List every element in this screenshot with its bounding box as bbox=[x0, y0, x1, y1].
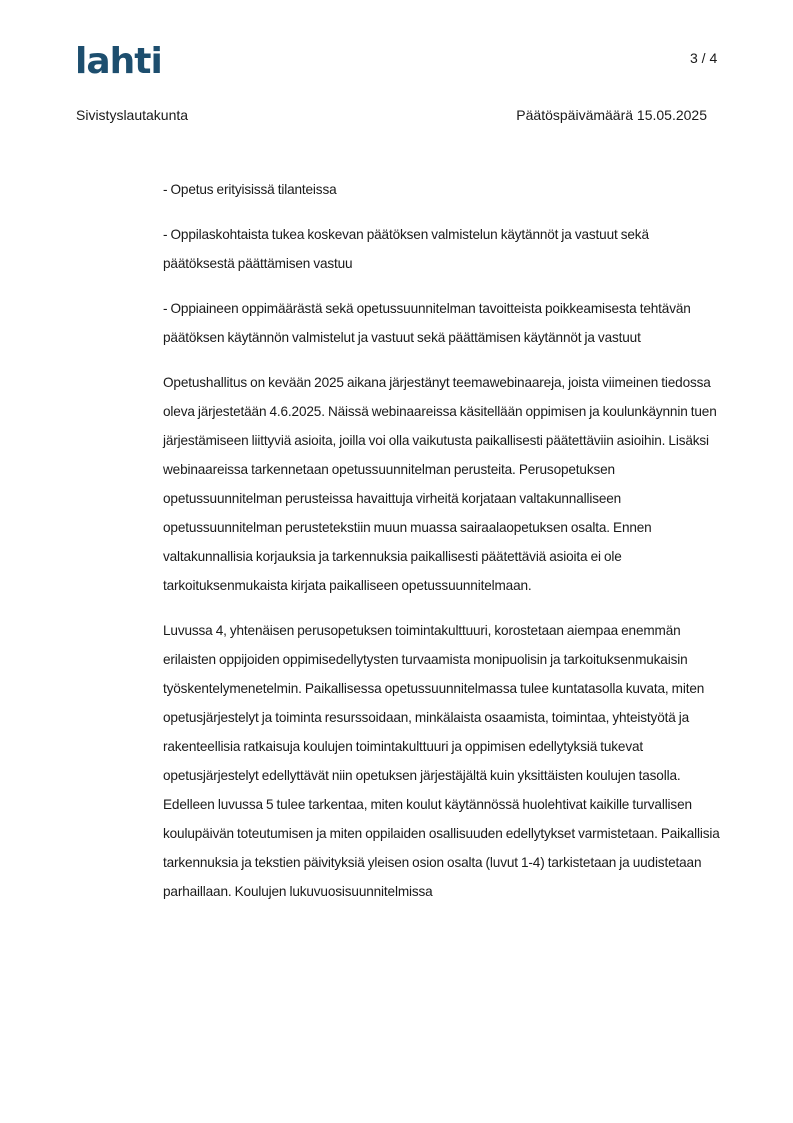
paragraph-chapter-4: Luvussa 4, yhtenäisen perusopetuksen toimintakulttuuri, korostetaan aiempaa enemmän erilaisten oppijoiden oppimisedellytysten turvaamista monipuolisin ja tarkoituksenmukaisin työskentelymenetelmin. Paikallisessa opetussuunnitelmassa tulee kuntatasolla kuvata, miten opetusjärjestelyt ja toiminta resurssoidaan, minkälaista osaamista, toimintaa, yhteistyötä ja rakenteellisia ratkaisuja koulujen toimintakulttuuri ja oppimisen edellytyksiä tukevat opetusjärjestelyt edellyttävät niin opetuksen järjestäjältä kuin yksittäisten koulujen tasolla. Edelleen luvussa 5 tulee tarkentaa, miten koulut käytännössä huolehtivat kaikille turvallisen koulupäivän toteutumisen ja miten oppilaiden osallisuuden edellytykset varmistetaan. Paikallisia tarkennuksia ja tekstien päivityksiä yleisen osion osalta (luvut 1-4) tarkistetaan ja uudistetaan parhaillaan. Koulujen lukuvuosisuunnitelmissa bbox=[163, 623, 720, 899]
organization-name: Sivistyslautakunta bbox=[76, 107, 189, 123]
document-body bbox=[163, 175, 723, 922]
decision-date: Päätöspäivämäärä 15.05.2025 bbox=[516, 107, 707, 123]
lahti-logo: lahti bbox=[75, 41, 162, 82]
paragraph-student-support-decision: - Oppilaskohtaista tukea koskevan päätöksen valmistelun käytännöt ja vastuut sekä päätöksestä päättämisen vastuu bbox=[163, 227, 649, 271]
paragraph-special-situations: - Opetus erityisissä tilanteissa bbox=[163, 182, 337, 197]
paragraph-webinars: Opetushallitus on kevään 2025 aikana järjestänyt teemawebinaareja, joista viimeinen tiedossa oleva järjestetään 4.6.2025. Näissä webinaareissa käsitellään oppimisen ja koulunkäynnin tuen järjestämiseen liittyviä asioita, joilla voi olla vaikutusta paikallisesti päätettäviin asioihin. Lisäksi webinaareissa tarkennetaan opetussuunnitelman perusteita. Perusopetuksen opetussuunnitelman perusteissa havaittuja virheitä korjataan valtakunnalliseen opetussuunnitelman perustetekstiin muun muassa sairaalaopetuksen osalta. Ennen valtakunnallisia korjauksia ja tarkennuksia paikallisesti päätettäviä asioita ei ole tarkoituksenmukaista kirjata paikalliseen opetussuunnitelmaan. bbox=[163, 375, 717, 593]
paragraph-syllabus-deviation: - Oppiaineen oppimäärästä sekä opetussuunnitelman tavoitteista poikkeamisesta tehtävän päätöksen käytännön valmistelut ja vastuut sekä päättämisen käytännöt ja vastuut bbox=[163, 301, 691, 345]
page-number: 3 / 4 bbox=[690, 50, 718, 66]
